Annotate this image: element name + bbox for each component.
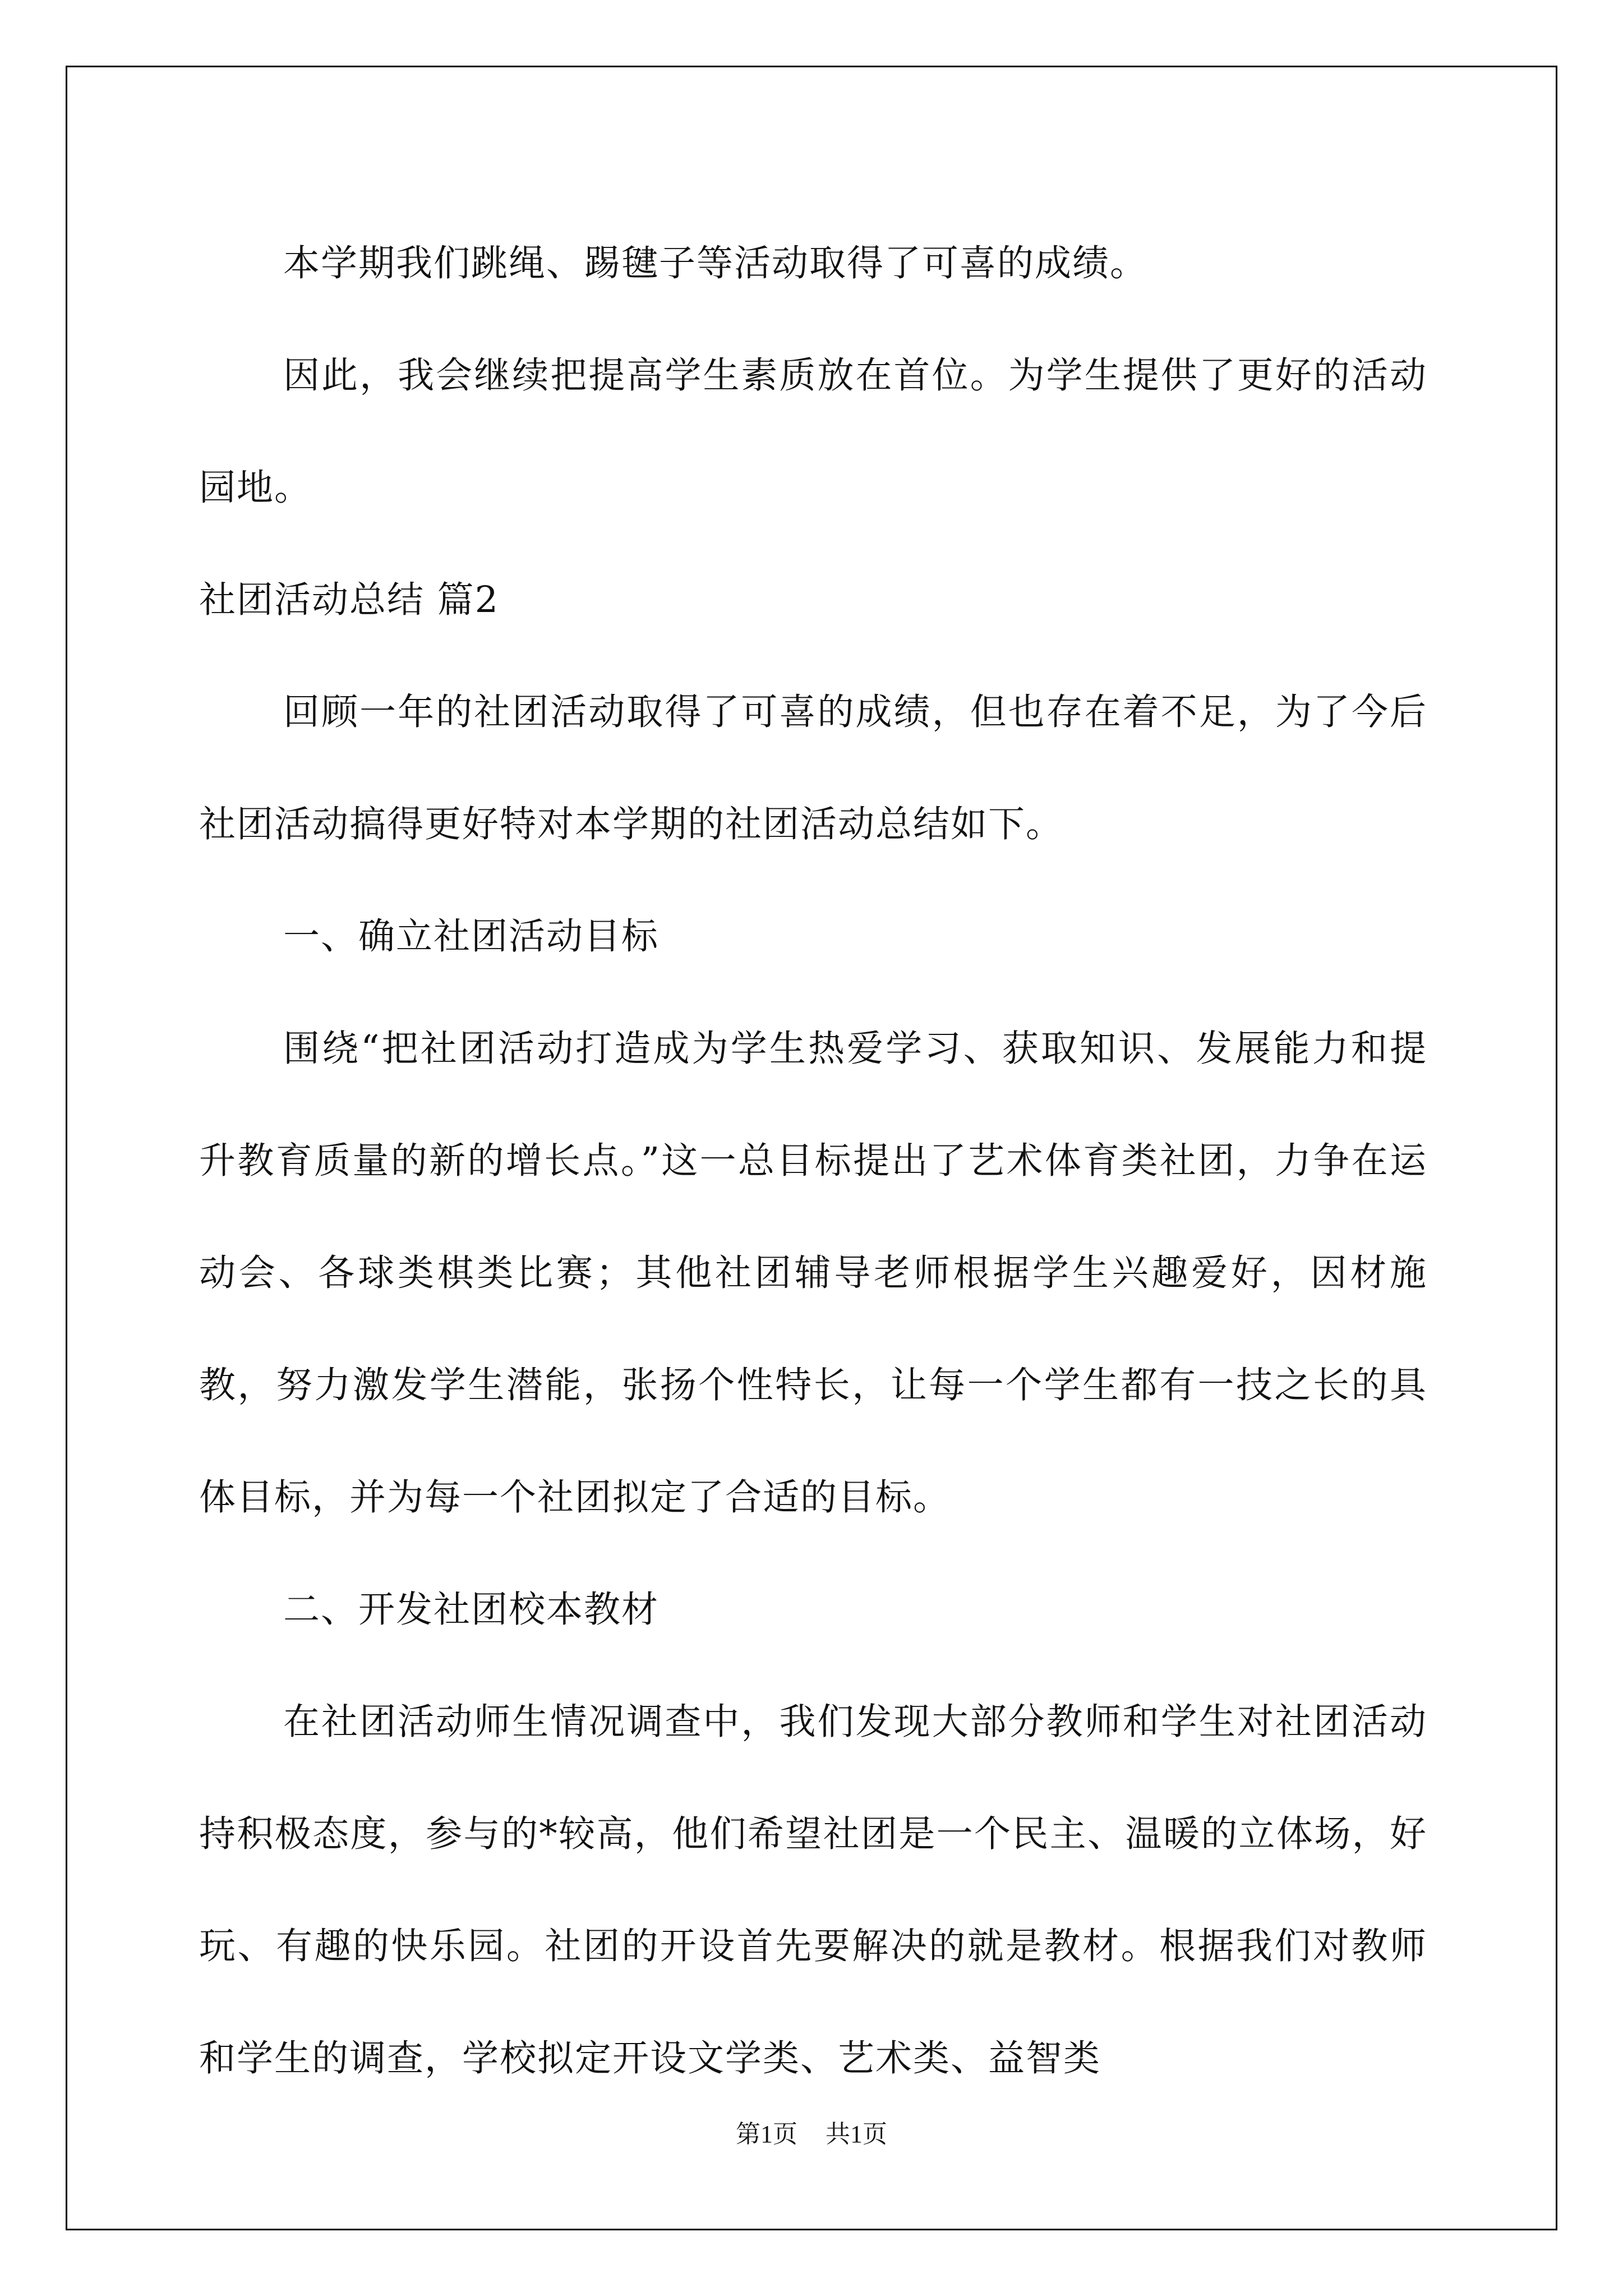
page-total: 共1页 [826,2120,887,2148]
document-body [199,208,1427,2115]
paragraph-4: 围绕“把社团活动打造成为学生热爱学习、获取知识、发展能力和提升教育质量的新的增长点。”这一总目标提出了艺术体育类社团，力争在运动会、各球类棋类比赛；其他社团辅导老师根据学生兴趣爱好，因材施教，努力激发学生潜能，张扬个性特长，让每一个学生都有一技之长的具体目标，并为每一个社团拟定了合适的目标。 [199,1028,1427,1519]
page-number: 第1页 [736,2120,797,2148]
paragraph-5: 在社团活动师生情况调查中，我们发现大部分教师和学生对社团活动持积极态度，参与的*较高，他们希望社团是一个民主、温暖的立体场，好玩、有趣的快乐园。社团的开设首先要解决的就是教材。根据我们对教师和学生的调查，学校拟定开设文学类、艺术类、益智类 [199,1701,1427,2079]
paragraph-1: 本学期我们跳绳、踢毽子等活动取得了可喜的成绩。 [283,242,1148,284]
paragraph-2: 因此，我会继续把提高学生素质放在首位。为学生提供了更好的活动园地。 [199,355,1427,509]
subheading-2: 二、开发社团校本教材 [283,1589,660,1631]
paragraph-3: 回顾一年的社团活动取得了可喜的成绩，但也存在着不足，为了今后社团活动搞得更好特对本学期的社团活动总结如下。 [199,691,1427,845]
page-footer [0,2118,1623,2151]
subheading-1: 一、确立社团活动目标 [283,915,660,958]
section-heading: 社团活动总结 篇2 [199,579,500,621]
